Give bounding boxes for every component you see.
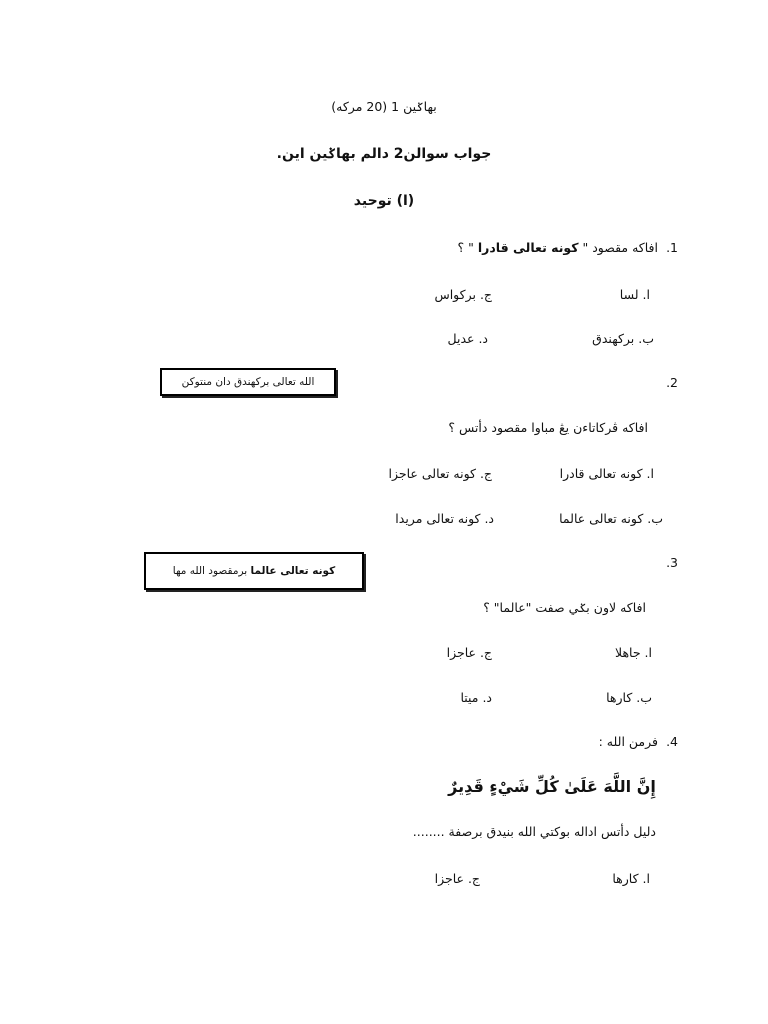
- q3-option-d: د. ميتا: [460, 690, 492, 705]
- question-2-statement-box: [160, 368, 336, 396]
- q3-option-a: ا. جاهلا: [614, 645, 652, 660]
- question-1-post: " ؟: [457, 240, 478, 255]
- section-heading: (ا) توحيد: [353, 193, 415, 209]
- question-3-statement: [173, 564, 336, 578]
- question-1-pre: افاكه مقصود ": [578, 240, 658, 255]
- instruction: جواب سوالن2 دالم بهاݢين اين.: [276, 146, 492, 162]
- q2-option-c: ج. كونه تعالى عاجزا: [388, 466, 492, 481]
- q3-option-b: ب. كارها: [606, 690, 652, 705]
- question-1-bold: كونه تعالى قادرا: [477, 240, 579, 255]
- question-4-number: 4.: [666, 734, 678, 749]
- part-title: بهاݢين 1 (20 مركه): [331, 99, 437, 114]
- question-2-number: 2.: [666, 375, 678, 390]
- q2-option-a: ا. كونه تعالى قادرا: [559, 466, 654, 481]
- question-1-number: 1.: [666, 240, 678, 255]
- q1-option-b: ب. بركهندق: [592, 331, 654, 346]
- question-3-statement-bold: كونه تعالى عالما: [250, 565, 336, 577]
- question-3-text: افاكه لاون بݢي صفت "عالما" ؟: [483, 600, 646, 615]
- q2-option-d: د. كونه تعالى مريدا: [395, 511, 494, 526]
- question-3-statement-rest: برمقصود الله مها: [172, 565, 251, 577]
- question-4-text: فرمن الله :: [598, 734, 658, 749]
- q4-option-c: ج. عاجزا: [434, 871, 480, 886]
- q1-option-d: د. عديل: [447, 331, 488, 346]
- question-2-statement: الله تعالى بركهندق دان منتوكن: [181, 376, 315, 388]
- quran-verse: إِنَّ اللَّهَ عَلَىٰ كُلِّ شَيْءٍ قَدِيرٌ: [448, 777, 656, 796]
- question-2-text: افاكه ڤركاتاءن يڠ مباوا مقصود دأتس ؟: [448, 420, 648, 435]
- q1-option-a: ا. لسا: [619, 287, 650, 302]
- question-4-prompt: دليل دأتس اداله بوكتي الله بنيدق برصفة ........: [412, 824, 656, 839]
- question-1-text: [458, 240, 658, 256]
- question-3-number: 3.: [666, 555, 678, 570]
- q3-option-c: ج. عاجزا: [446, 645, 492, 660]
- q1-option-c: ج. بركواس: [434, 287, 492, 302]
- question-3-statement-box: [144, 552, 364, 590]
- q4-option-a: ا. كارها: [612, 871, 650, 886]
- q2-option-b: ب. كونه تعالى عالما: [559, 511, 663, 526]
